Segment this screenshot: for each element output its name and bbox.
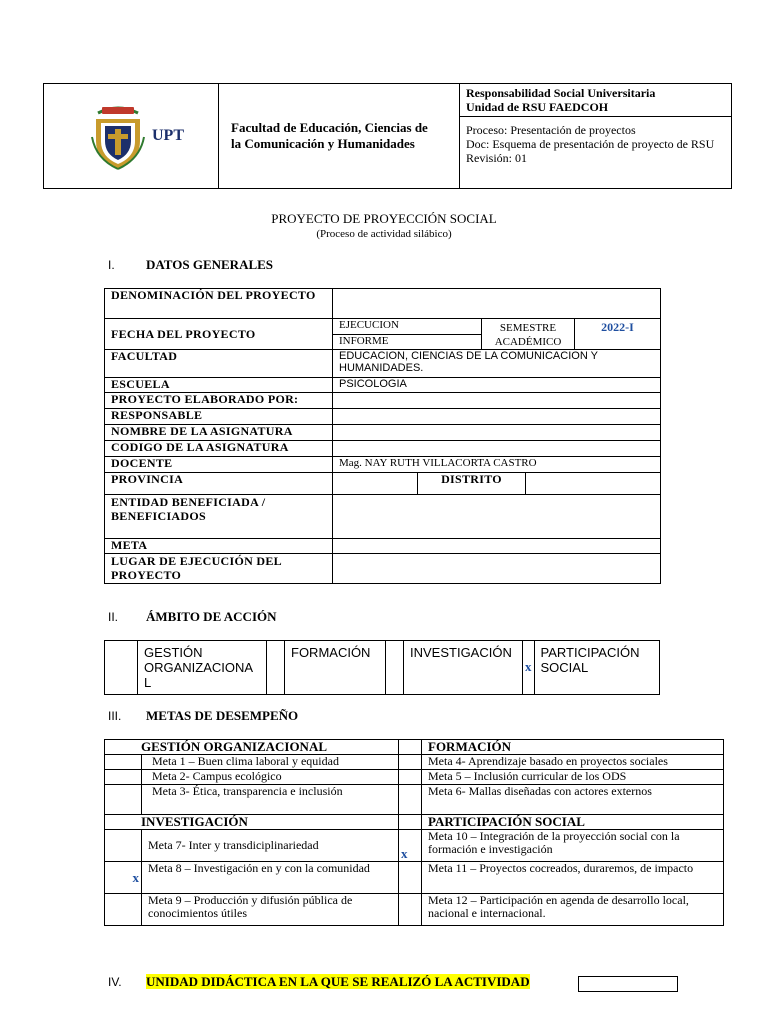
org-line-1: Responsabilidad Social Universitaria — [466, 86, 656, 100]
org-info-cell — [460, 84, 732, 189]
label-distrito: DISTRITO — [418, 473, 526, 495]
value-escuela: PSICOLOGIA — [333, 378, 661, 393]
goal-meta-7: Meta 7- Inter y transdiciplinariedad — [142, 830, 399, 862]
scope-check-participacion — [523, 641, 535, 695]
goal-meta-8: Meta 8 – Investigación en y con la comunidad — [142, 862, 399, 894]
label-lugar: LUGAR DE EJECUCIÓN DEL PROYECTO — [105, 554, 333, 584]
section-4-heading — [108, 974, 530, 990]
goals-header-investigacion: INVESTIGACIÓN — [105, 815, 399, 830]
goal-check-5 — [399, 770, 422, 785]
goal-meta-6: Meta 6- Mallas diseñadas con actores externos — [422, 785, 724, 815]
goals-table — [104, 739, 724, 926]
scope-formacion: FORMACIÓN — [285, 641, 386, 695]
goal-meta-11: Meta 11 – Proyectos cocreados, duraremos, de impacto — [422, 862, 724, 894]
label-fecha: FECHA DEL PROYECTO — [105, 319, 333, 350]
scope-investigacion: INVESTIGACIÓN — [404, 641, 523, 695]
value-lugar — [333, 554, 661, 584]
goal-meta-5: Meta 5 – Inclusión curricular de los ODS — [422, 770, 724, 785]
goal-check-6 — [399, 785, 422, 815]
scope-check-investigacion — [386, 641, 404, 695]
goals-header-spacer-2 — [399, 815, 422, 830]
general-data-table — [104, 288, 661, 584]
university-crest-icon — [90, 101, 146, 171]
semestre-value: 2022-I — [601, 320, 634, 334]
scope-check-gestion — [105, 641, 138, 695]
value-meta — [333, 539, 661, 554]
goal-check-1 — [105, 755, 142, 770]
label-meta: META — [105, 539, 333, 554]
goal-check-4 — [399, 755, 422, 770]
goal-meta-3: Meta 3- Ética, transparencia e inclusión — [142, 785, 399, 815]
process-line: Proceso: Presentación de proyectos — [466, 123, 636, 137]
goal-meta-1: Meta 1 – Buen clima laboral y equidad — [142, 755, 399, 770]
org-line-2: Unidad de RSU FAEDCOH — [466, 100, 609, 114]
faculty-cell — [219, 84, 460, 189]
goal-meta-4: Meta 4- Aprendizaje basado en proyectos sociales — [422, 755, 724, 770]
label-codigo: CODIGO DE LA ASIGNATURA — [105, 441, 333, 457]
semestre-label: SEMESTRE ACADÉMICO — [482, 319, 575, 349]
goals-header-spacer-1 — [399, 740, 422, 755]
section-2-title: ÁMBITO DE ACCIÓN — [146, 609, 277, 624]
section-1-title: DATOS GENERALES — [146, 257, 274, 272]
unidad-didactica-box — [578, 976, 678, 992]
section-2-heading — [108, 609, 277, 625]
ejecucion-label: EJECUCION — [333, 319, 482, 334]
goal-check-3 — [105, 785, 142, 815]
goal-mark-8: x — [132, 869, 139, 885]
scope-table — [104, 640, 660, 695]
scope-mark: x — [525, 659, 532, 674]
value-elaborado — [333, 393, 661, 409]
label-provincia: PROVINCIA — [105, 473, 333, 495]
faculty-name: Facultad de Educación, Ciencias de la Comunicación y Humanidades — [231, 120, 428, 151]
section-3-title: METAS DE DESEMPEÑO — [146, 708, 299, 723]
value-asignatura — [333, 425, 661, 441]
label-entidad: ENTIDAD BENEFICIADA / BENEFICIADOS — [105, 495, 333, 539]
scope-participacion: PARTICIPACIÓN SOCIAL — [534, 641, 660, 695]
goal-check-10 — [399, 830, 422, 862]
logo-text: UPT — [152, 127, 184, 144]
value-entidad — [333, 495, 661, 539]
goal-meta-10: Meta 10 – Integración de la proyección social con la formación e investigación — [422, 830, 724, 862]
value-facultad: EDUCACION, CIENCIAS DE LA COMUNICACION Y HUMANIDADES. — [333, 350, 661, 378]
section-4-title: UNIDAD DIDÁCTICA EN LA QUE SE REALIZÓ LA ACTIVIDAD — [146, 974, 530, 989]
goals-header-participacion: PARTICIPACIÓN SOCIAL — [422, 815, 724, 830]
document-title: PROYECTO DE PROYECCIÓN SOCIAL — [271, 211, 497, 226]
label-elaborado: PROYECTO ELABORADO POR: — [105, 393, 333, 409]
value-provincia — [333, 473, 418, 495]
value-docente: Mag. NAY RUTH VILLACORTA CASTRO — [333, 457, 661, 473]
goal-mark-10: x — [401, 846, 408, 861]
goal-meta-2: Meta 2- Campus ecológico — [142, 770, 399, 785]
label-denominacion: DENOMINACIÓN DEL PROYECTO — [105, 289, 333, 319]
goal-check-2 — [105, 770, 142, 785]
label-docente: DOCENTE — [105, 457, 333, 473]
scope-check-formacion — [267, 641, 285, 695]
value-codigo — [333, 441, 661, 457]
goal-check-9 — [105, 894, 142, 926]
section-3-heading — [108, 708, 298, 724]
goal-check-7 — [105, 830, 142, 862]
header-table — [43, 83, 732, 189]
label-responsable: RESPONSABLE — [105, 409, 333, 425]
value-distrito — [526, 473, 661, 495]
value-responsable — [333, 409, 661, 425]
section-1-number: I. — [108, 258, 115, 272]
logo-cell — [44, 84, 219, 189]
value-denominacion — [333, 289, 661, 319]
goals-header-gestion: GESTIÓN ORGANIZACIONAL — [105, 740, 399, 755]
scope-gestion: GESTIÓN ORGANIZACIONA L — [138, 641, 267, 695]
goal-check-12 — [399, 894, 422, 926]
document-subtitle: (Proceso de actividad silábico) — [316, 228, 452, 240]
label-asignatura: NOMBRE DE LA ASIGNATURA — [105, 425, 333, 441]
label-escuela: ESCUELA — [105, 378, 333, 393]
informe-label: INFORME — [333, 334, 482, 349]
goal-meta-9: Meta 9 – Producción y difusión pública de conocimientos útiles — [142, 894, 399, 926]
goal-check-11 — [399, 862, 422, 894]
fecha-subcells — [333, 319, 661, 350]
goal-meta-12: Meta 12 – Participación en agenda de desarrollo local, nacional e internacional. — [422, 894, 724, 926]
section-3-number: III. — [108, 709, 122, 723]
goals-header-formacion: FORMACIÓN — [422, 740, 724, 755]
section-4-number: IV. — [108, 975, 122, 989]
section-2-number: II. — [108, 610, 119, 624]
label-facultad: FACULTAD — [105, 350, 333, 378]
goal-check-8 — [105, 862, 142, 894]
section-1-heading — [108, 257, 273, 273]
doc-line: Doc: Esquema de presentación de proyecto de RSU Revisión: 01 — [466, 137, 715, 165]
